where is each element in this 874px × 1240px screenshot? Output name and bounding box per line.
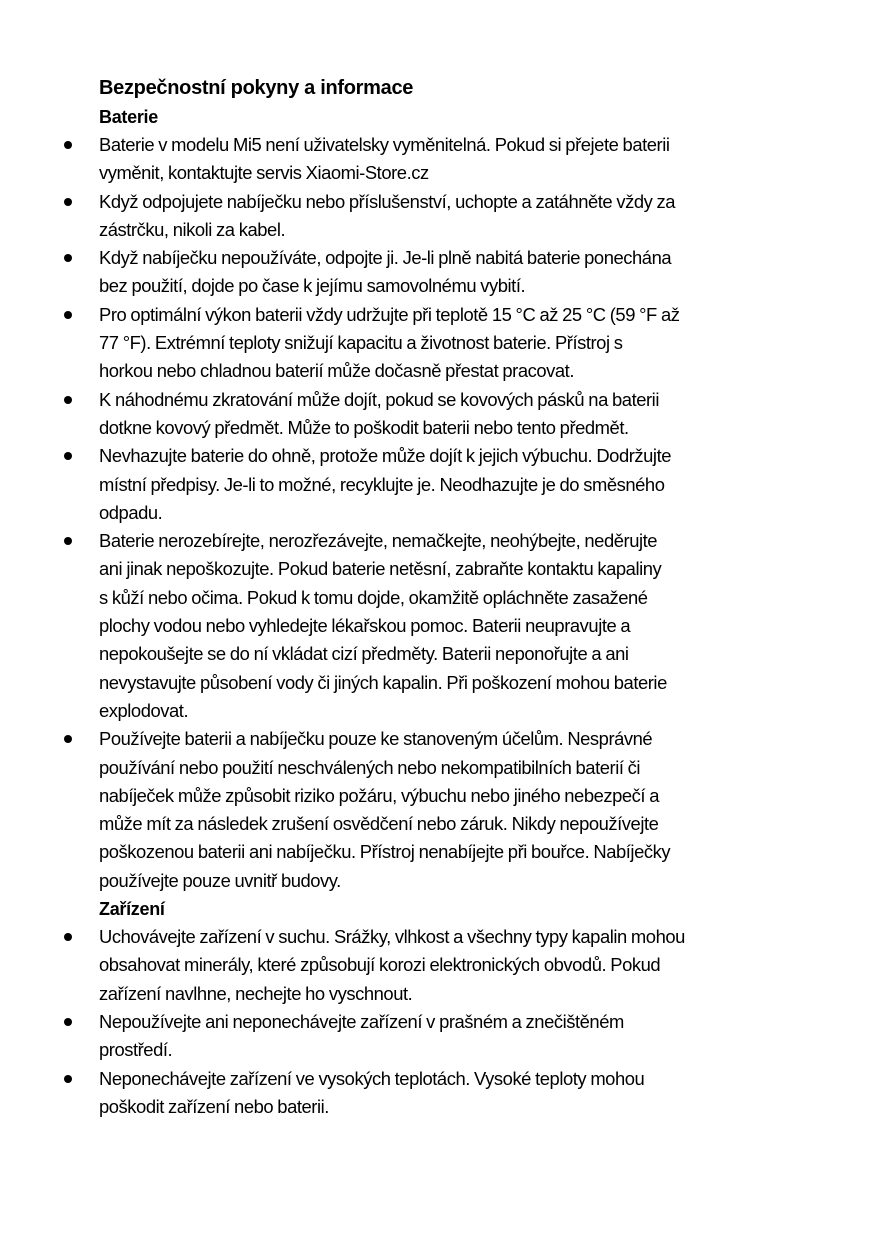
list-item-text-line: vyměnit, kontaktujte servis Xiaomi-Store.cz bbox=[99, 162, 429, 184]
list-item-text-line: může mít za následek zrušení osvědčení nebo záruk. Nikdy nepoužívejte bbox=[99, 813, 659, 835]
list-item-text-line: Pro optimální výkon baterii vždy udržujte při teplotě 15 °C až 25 °C (59 °F až bbox=[99, 303, 680, 325]
bullet-icon bbox=[62, 1008, 74, 1036]
bullet-list-baterie bbox=[0, 131, 874, 895]
list-item bbox=[0, 244, 874, 301]
list-item-text-line: horkou nebo chladnou baterií může dočasně přestat pracovat. bbox=[99, 360, 574, 382]
list-item-text-line: dotkne kovový předmět. Může to poškodit baterii nebo tento předmět. bbox=[99, 416, 629, 438]
list-item-text-line: Neponechávejte zařízení ve vysokých teplotách. Vysoké teploty mohou bbox=[99, 1067, 645, 1089]
list-item-text-line: obsahovat minerály, které způsobují korozi elektronických obvodů. Pokud bbox=[99, 954, 661, 976]
list-item-text-line: nepokoušejte se do ní vkládat cizí předměty. Baterii neponořujte a ani bbox=[99, 643, 629, 665]
bullet-list-zarizeni bbox=[0, 923, 874, 1121]
list-item bbox=[0, 527, 874, 725]
section-heading-baterie: Baterie bbox=[99, 107, 158, 127]
list-item bbox=[0, 725, 874, 895]
list-item-text-line: ani jinak nepoškozujte. Pokud baterie netěsní, zabraňte kontaktu kapaliny bbox=[99, 558, 662, 580]
bullet-icon bbox=[62, 244, 74, 272]
bullet-icon bbox=[62, 386, 74, 414]
bullet-icon bbox=[62, 131, 74, 159]
list-item-text-line: prostředí. bbox=[99, 1039, 173, 1061]
list-item-text-line: Když nabíječku nepoužíváte, odpojte ji. Je-li plně nabitá baterie ponechána bbox=[99, 247, 672, 269]
list-item-text-line: používání nebo použití neschválených nebo nekompatibilních baterií či bbox=[99, 756, 641, 778]
list-item-text-line: bez použití, dojde po čase k jejímu samovolnému vybití. bbox=[99, 275, 526, 297]
list-item-text-line: 77 °F). Extrémní teploty snižují kapacitu a životnost baterie. Přístroj s bbox=[99, 332, 623, 354]
list-item bbox=[0, 131, 874, 188]
list-item-text-line: poškozenou baterii ani nabíječku. Přístroj nenabíjejte při bouřce. Nabíječky bbox=[99, 841, 671, 863]
list-item-text-line: Nevhazujte baterie do ohně, protože může dojít k jejich výbuchu. Dodržujte bbox=[99, 445, 672, 467]
list-item-text-line: odpadu. bbox=[99, 501, 163, 523]
list-item-text-line: nabíječek může způsobit riziko požáru, výbuchu nebo jiného nebezpečí a bbox=[99, 784, 660, 806]
list-item-text-line: plochy vodou nebo vyhledejte lékařskou pomoc. Baterii neupravujte a bbox=[99, 615, 631, 637]
list-item bbox=[0, 188, 874, 245]
document-page bbox=[0, 74, 874, 1121]
list-item-text-line: zařízení navlhne, nechejte ho vyschnout. bbox=[99, 982, 413, 1004]
page-title: Bezpečnostní pokyny a informace bbox=[99, 77, 414, 99]
bullet-icon bbox=[62, 725, 74, 753]
bullet-icon bbox=[62, 1065, 74, 1093]
bullet-icon bbox=[62, 301, 74, 329]
list-item-text-line: s kůží nebo očima. Pokud k tomu dojde, okamžitě opláchněte zasažené bbox=[99, 586, 648, 608]
list-item-text-line: Baterie nerozebírejte, nerozřezávejte, nemačkejte, neohýbejte, neděrujte bbox=[99, 530, 658, 552]
section-heading-zarizeni: Zařízení bbox=[99, 899, 165, 920]
list-item bbox=[0, 442, 874, 527]
list-item bbox=[0, 386, 874, 443]
bullet-icon bbox=[62, 923, 74, 951]
list-item-text-line: K náhodnému zkratování může dojít, pokud se kovových pásků na baterii bbox=[99, 388, 659, 410]
list-item-text-line: Baterie v modelu Mi5 není uživatelsky vyměnitelná. Pokud si přejete baterii bbox=[99, 134, 670, 155]
list-item-text-line: Nepoužívejte ani neponechávejte zařízení v prašném a znečištěném bbox=[99, 1010, 624, 1032]
list-item-text-line: nevystavujte působení vody či jiných kapalin. Při poškození mohou baterie bbox=[99, 671, 667, 693]
list-item-text-line: používejte pouze uvnitř budovy. bbox=[99, 869, 341, 891]
list-item bbox=[0, 1065, 874, 1122]
list-item-text-line: místní předpisy. Je-li to možné, recyklujte je. Neodhazujte je do směsného bbox=[99, 473, 665, 495]
bullet-icon bbox=[62, 188, 74, 216]
list-item-text-line: zástrčku, nikoli za kabel. bbox=[99, 218, 286, 240]
bullet-icon bbox=[62, 442, 74, 470]
list-item bbox=[0, 923, 874, 1008]
list-item-text-line: explodovat. bbox=[99, 699, 189, 721]
list-item bbox=[0, 301, 874, 386]
list-item bbox=[0, 1008, 874, 1065]
list-item-text-line: poškodit zařízení nebo baterii. bbox=[99, 1095, 329, 1117]
list-item-text-line: Uchovávejte zařízení v suchu. Srážky, vlhkost a všechny typy kapalin mohou bbox=[99, 926, 685, 948]
bullet-icon bbox=[62, 527, 74, 555]
list-item-text-line: Když odpojujete nabíječku nebo příslušenství, uchopte a zatáhněte vždy za bbox=[99, 190, 676, 212]
list-item-text-line: Používejte baterii a nabíječku pouze ke stanoveným účelům. Nesprávné bbox=[99, 728, 653, 750]
